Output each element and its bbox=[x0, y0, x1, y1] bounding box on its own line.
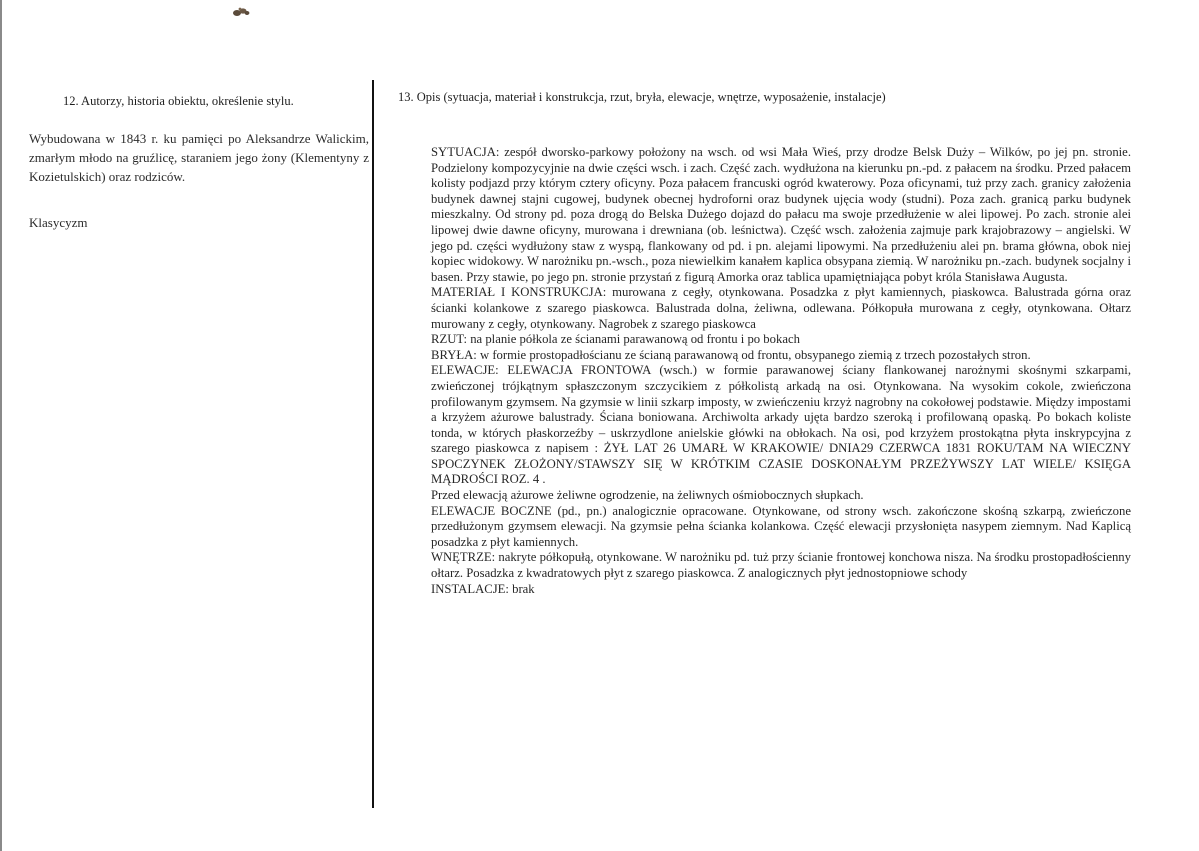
bryla-section: BRYŁA: w formie prostopadłościanu ze ścianą parawanową od frontu, obsypanego ziemią z trzech pozostałych stron. bbox=[431, 347, 1031, 362]
ink-blot bbox=[230, 6, 252, 18]
section-12-header: 12. Autorzy, historia obiektu, określenie stylu. bbox=[63, 94, 294, 108]
history-text: Wybudowana w 1843 r. ku pamięci po Aleksandrze Walickim, zmarłym młodo na gruźlicę, staraniem jego żony (Klementyny z Kozietulskich) oraz rodziców. bbox=[29, 131, 369, 184]
elewacje-boczne-section: ELEWACJE BOCZNE (pd., pn.) analogicznie opracowane. Otynkowane, od strony wsch. zakończone skośną szkarpą, zwieńczone przedłużonym gzymsem elewacji. Na gzymsie pełna ścianka kolankowa. Część elewacji przysłonięta nasypem ziemnym. Nad Kaplicą posadzka z płyt kamiennych. bbox=[431, 503, 1131, 549]
description-column bbox=[431, 145, 1131, 597]
rzut-section: RZUT: na planie półkola ze ścianami parawanową od frontu i po bokach bbox=[431, 332, 800, 347]
wnetrze-section: WNĘTRZE: nakryte półkopułą, otynkowane. W narożniku pd. tuż przy ścianie frontowej konchowa nisza. Na środku prostopadłościenny ołtarz. Posadzka z kwadratowych płyt z szarego piaskowca. Z analogicznych płyt jednostopniowe schody bbox=[431, 550, 1131, 581]
material-section: MATERIAŁ I KONSTRUKCJA: murowana z cegły, otynkowana. Posadzka z płyt kamiennych, piaskowca. Balustrada górna oraz ścianki kolankowe z szarego piaskowca. Balustrada dolna, żeliwna, odlewana. Półkopuła murowana z cegły, otynkowana. Ołtarz murowany z cegły, otynkowany. Nagrobek z szarego piaskowca bbox=[431, 285, 1131, 331]
ogrodzenie-section: Przed elewacją ażurowe żeliwne ogrodzenie, na żeliwnych ośmiobocznych słupkach. bbox=[431, 488, 864, 503]
elewacje-section: ELEWACJE: ELEWACJA FRONTOWA (wsch.) w formie parawanowej ściany flankowanej narożnymi skośnymi szkarpami, zwieńczonej trójkątnym spłaszczonym szczycikiem z półkolistą arkadą na osi. Otynkowana. Na wysokim cokole, zwieńczona profilowanym gzymsem. Na gzymsie w linii szkarp imposty, w zwieńczeniu krzyż nagrobny na cokołowej podstawie. Między impostami a krzyżem ażurowe balustrady. Ściana boniowana. Archiwolta arkady ujęta bardzo szeroką i profilowaną opaską. Po bokach koliste tonda, w których płaskorzeźby – uskrzydlone anielskie główki na obłokach. Na osi, pod krzyżem prostokątna płyta inskrypcyjna z szarego piaskowca z napisem : ŻYŁ LAT 26 UMARŁ W KRAKOWIE/ DNIA29 CZERWCA 1831 ROKU/TAM NA WIECZNY SPOCZYNEK ZŁOŻONY/STAWSZY SIĘ W KRÓTKIM CZASIE DOSKONAŁYM PRZEŻYWSZY LAT WIELE/ KSIĘGA MĄDROŚCI ROZ. 4 . bbox=[431, 363, 1131, 487]
style-label: Klasycyzm bbox=[29, 215, 88, 230]
scan-edge bbox=[0, 0, 2, 851]
column-divider bbox=[372, 80, 374, 808]
history-paragraph bbox=[29, 129, 369, 186]
sytuacja-section: SYTUACJA: zespół dworsko-parkowy położony na wsch. od wsi Mała Wieś, przy drodze Belsk Duży – Wilków, po jej pn. stronie. Podzielony kompozycyjnie na dwie części wsch. i zach. Część zach. wydłużona na kierunku pn.-pd. z pałacem na środku. Przed pałacem kolisty podjazd przy którym cztery oficyny. Poza pałacem francuski ogród kwaterowy. Poza oficynami, tuż przy zach. granicy założenia budynek dawnej stajni cugowej, budynek obecnej hydroforni oraz budynek ujęcia wody (studni). Poza zach. granicą parku budynek mieszkalny. Od strony pd. poza drogą do Belska Dużego dojazd do pałacu ma swoje przedłużenie w alei lipowej. Po zach. stronie alei lipowej dwie dawne oficyny, murowana i drewniana (ob. leśnictwa). Część wsch. założenia zajmuje park krajobrazowy – angielski. W jego pd. części wydłużony staw z wyspą, flankowany od pd. i pn. alejami lipowymi. Na przedłużeniu alei pn. brama główna, obok niej kopiec widokowy. W narożniku pn.-wsch., poza niewielkim kanałem kaplica obsypana ziemią. W narożniku pn.-zach. budynek socjalny i basen. Przy stawie, po jego pn. stronie przystań z figurą Amorka oraz tablica upamiętniająca pobyt króla Stanisława Augusta. bbox=[431, 145, 1131, 284]
section-13-header: 13. Opis (sytuacja, materiał i konstrukcja, rzut, bryła, elewacje, wnętrze, wyposażenie, instalacje) bbox=[398, 90, 886, 104]
instalacje-section: INSTALACJE: brak bbox=[431, 581, 535, 596]
